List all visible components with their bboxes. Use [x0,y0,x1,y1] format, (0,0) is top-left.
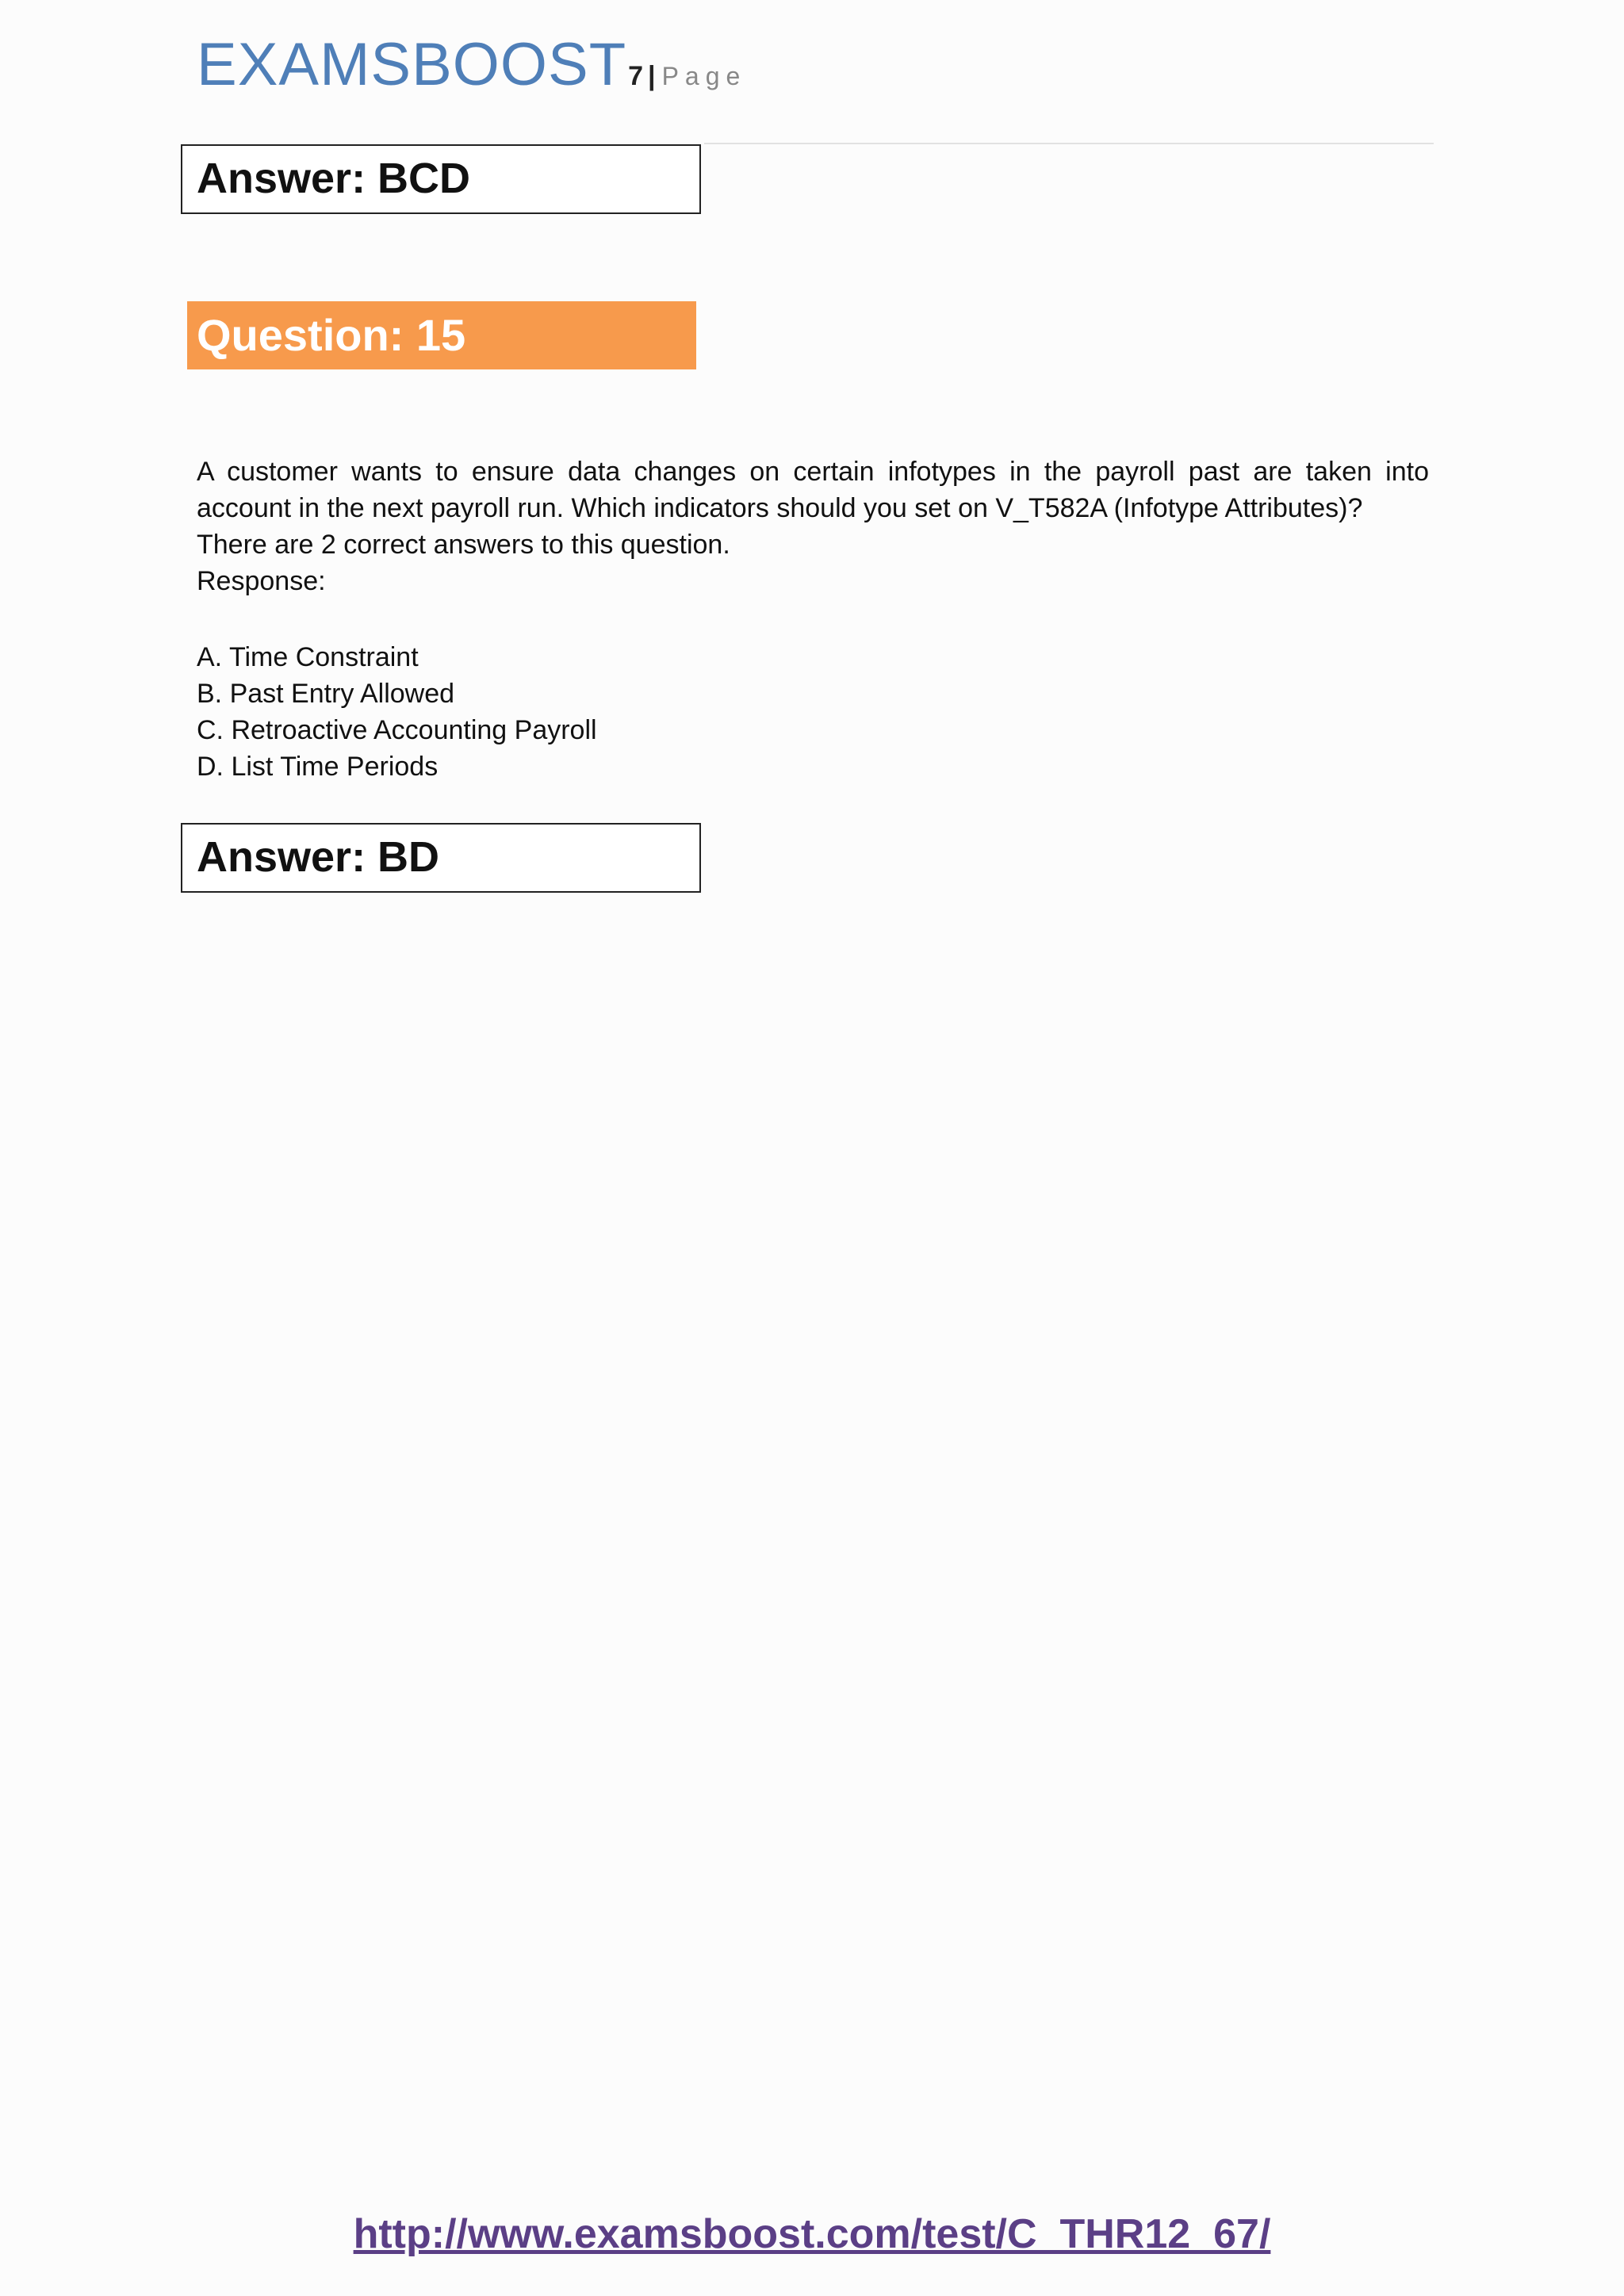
answer-text: Answer: BD [197,833,440,881]
previous-answer-box [181,144,701,214]
page-label: Page [661,62,747,90]
brand-logo-text: EXAMSBOOST [197,31,627,98]
option-a: A. Time Constraint [197,642,419,672]
page-separator: | [648,61,656,91]
question-line: There are 2 correct answers to this question. [197,530,730,560]
question-line: Response: [197,566,326,596]
page-header [197,30,746,99]
option-c: C. Retroactive Accounting Payroll [197,715,597,745]
answer-box [181,823,701,893]
footer-link[interactable]: http://www.examsboost.com/test/C_THR12_67/ [353,2211,1271,2257]
question-title: Question: 15 [197,310,466,360]
option-d: D. List Time Periods [197,752,439,782]
previous-answer-text: Answer: BCD [197,155,471,202]
header-divider [704,143,1434,144]
page-number: 7 [628,61,644,91]
answer-options [197,639,597,785]
question-body [197,453,1429,599]
question-line: A customer wants to ensure data changes on certain infotypes in the payroll past are taken into [197,457,1429,487]
option-b: B. Past Entry Allowed [197,679,455,709]
question-banner [187,301,696,369]
question-line: account in the next payroll run. Which indicators should you set on V_T582A (Infotype Attributes)? [197,493,1363,523]
